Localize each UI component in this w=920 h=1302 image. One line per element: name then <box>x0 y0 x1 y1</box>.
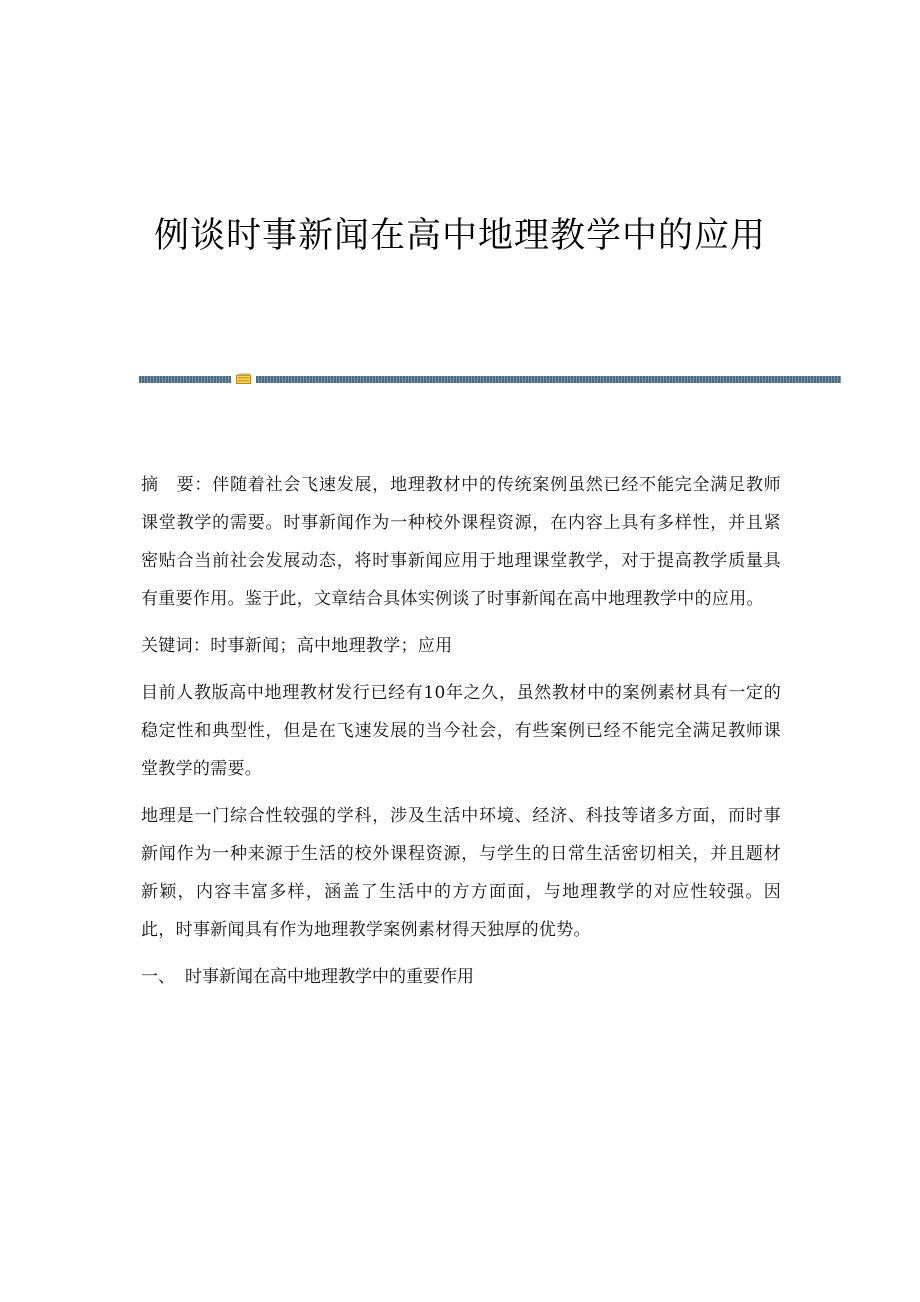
divider-bar-right <box>256 376 841 383</box>
divider-bar-left <box>139 376 231 383</box>
section-number: 一、 <box>141 967 175 987</box>
body-paragraph: 地理是一门综合性较强的学科，涉及生活中环境、经济、科技等诸多方面，而时事新闻作为一种来源于生活的校外课程资源，与学生的日常生活密切相关，并且题材新颖，内容丰富多样，涵盖了生活中的方方面面，与地理教学的对应性较强。因此，时事新闻具有作为地理教学案例素材得天独厚的优势。 <box>141 806 781 940</box>
section-heading-text: 时事新闻在高中地理教学中的重要作用 <box>185 967 474 987</box>
abstract-paragraph: 摘 要：伴随着社会飞速发展，地理教材中的传统案例虽然已经不能完全满足教师课堂教学的需要。时事新闻作为一种校外课程资源，在内容上具有多样性，并且紧密贴合当前社会发展动态，将时事新闻应用于地理课堂教学，对于提高教学质量具有重要作用。鉴于此，文章结合具体实例谈了时事新闻在高中地理教学中的应用。 <box>141 475 781 609</box>
body-paragraph: 目前人教版高中地理教材发行已经有10年之久，虽然教材中的案例素材具有一定的稳定性和典型性，但是在飞速发展的当今社会，有些案例已经不能完全满足教师课堂教学的需要。 <box>141 683 781 779</box>
document-body <box>141 466 781 996</box>
keywords-line: 关键词：时事新闻；高中地理教学；应用 <box>141 636 453 656</box>
title-divider <box>139 373 841 385</box>
document-title: 例谈时事新闻在高中地理教学中的应用 <box>153 216 766 256</box>
pencil-ornament-icon <box>236 373 251 385</box>
section-heading <box>141 958 781 996</box>
